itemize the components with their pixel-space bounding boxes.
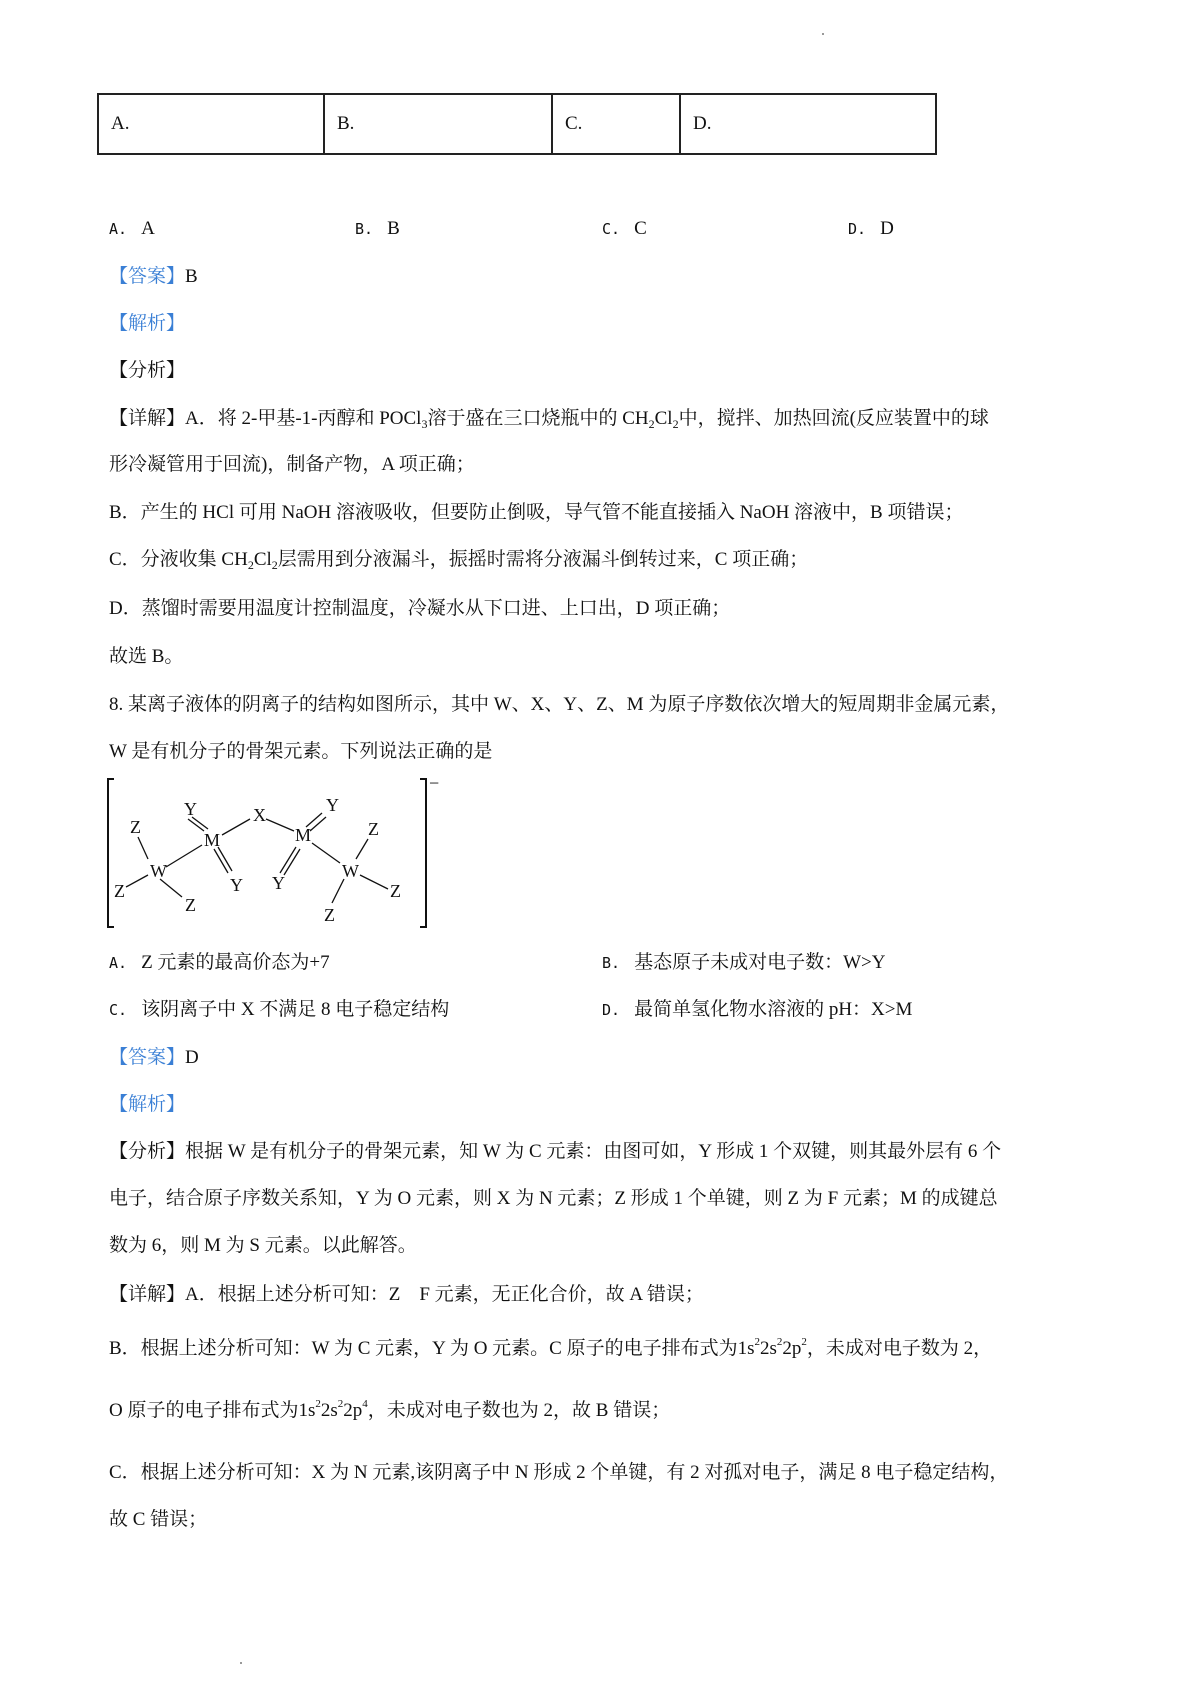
- q8-choice-d: D. 最简单氢化物水溶液的 pH：X>M: [602, 999, 913, 1020]
- atom-x: X: [253, 805, 266, 825]
- atom-y-m2-bottom: Y: [272, 873, 285, 893]
- q8-answer: 【答案】D: [109, 1047, 199, 1068]
- q7-choice-c: C. C: [602, 218, 647, 239]
- table-cell-a: A.: [98, 94, 324, 154]
- q7-choice-d: D. D: [848, 218, 894, 239]
- page-speck: [240, 1662, 242, 1664]
- atom-m-right: M: [295, 825, 312, 845]
- q7-choice-b: B. B: [355, 218, 400, 239]
- q7-choice-a: A. A: [109, 218, 155, 239]
- atom-z-left-top: Z: [130, 817, 141, 837]
- q7-analysis-heading: 【解析】: [109, 313, 186, 334]
- page-speck: [822, 33, 824, 35]
- atom-z-left-bottom: Z: [185, 895, 196, 915]
- table-cell-d: D.: [680, 94, 936, 154]
- q7-answer: 【答案】B: [109, 266, 198, 287]
- bonds: [126, 813, 388, 903]
- atom-w-left: W: [150, 861, 167, 881]
- q7-conclusion: 故选 B。: [109, 646, 184, 667]
- atom-m-left: M: [204, 830, 221, 850]
- right-bracket: [420, 779, 426, 927]
- atom-y-m1-top: Y: [184, 799, 197, 819]
- charge-sign: −: [429, 775, 440, 793]
- left-bracket: [108, 779, 114, 927]
- electron-config-o: $1s^22s^22p^4$: [298, 1398, 368, 1421]
- q8-stem-line1: 8. 某离子液体的阴离子的结构如图所示，其中 W、X、Y、Z、M 为原子序数依次增大的短周期非金属元素，: [109, 694, 1010, 715]
- q7-detail-b: B．产生的 HCl 可用 NaOH 溶液吸收，但要防止倒吸，导气管不能直接插入 NaOH 溶液中，B 项错误；: [109, 502, 964, 523]
- atom-z-right-top: Z: [368, 819, 379, 839]
- atom-y-m1-bottom: Y: [230, 875, 243, 895]
- q8-detail-c-line2: 故 C 错误；: [109, 1509, 208, 1530]
- table-cell-c: C.: [552, 94, 680, 154]
- atom-z-right-right: Z: [390, 881, 401, 901]
- atom-z-left-low: Z: [114, 881, 125, 901]
- q8-choice-a: A. Z 元素的最高价态为+7: [109, 952, 330, 973]
- q8-fenxi-line1: 【分析】根据 W 是有机分子的骨架元素，知 W 为 C 元素：由图可如，Y 形成 1 个双键，则其最外层有 6 个: [109, 1141, 1002, 1162]
- q8-detail-a: 【详解】A．根据上述分析可知：Z F 元素，无正化合价，故 A 错误；: [109, 1284, 704, 1305]
- anion-structure-diagram: [100, 775, 440, 935]
- q8-fenxi-line3: 数为 6，则 M 为 S 元素。以此解答。: [109, 1235, 417, 1256]
- electron-config-c: $1s^22s^22p^2$: [737, 1336, 807, 1359]
- q8-choice-b: B. 基态原子未成对电子数：W>Y: [602, 952, 886, 973]
- atom-z-right-bottom: Z: [324, 905, 335, 925]
- q8-detail-b-line1: B．根据上述分析可知：W 为 C 元素，Y 为 O 元素。C 原子的电子排布式为$1s^22s^22p^2$，未成对电子数为 2，: [109, 1336, 993, 1359]
- q8-stem-line2: W 是有机分子的骨架元素。下列说法正确的是: [109, 741, 493, 762]
- q7-detail-d: D．蒸馏时需要用温度计控制温度，冷凝水从下口进、上口出，D 项正确；: [109, 598, 731, 619]
- q8-detail-b-line2: O 原子的电子排布式为$1s^22s^22p^4$，未成对电子数也为 2，故 B 错误；: [109, 1398, 671, 1421]
- q7-detail-a-line2: 形冷凝管用于回流)，制备产物，A 项正确；: [109, 454, 475, 475]
- q7-fenxi-heading: 【分析】: [109, 360, 186, 381]
- q8-analysis-heading: 【解析】: [109, 1094, 186, 1115]
- q7-detail-a-line1: 【详解】A．将 2-甲基-1-丙醇和 POCl$_3$溶于盛在三口烧瓶中的 $CH_2Cl_2$中，搅拌、加热回流(反应装置中的球: [109, 408, 989, 431]
- q8-detail-c-line1: C．根据上述分析可知：X 为 N 元素,该阴离子中 N 形成 2 个单键，有 2 对孤对电子，满足 8 电子稳定结构，: [109, 1462, 1009, 1483]
- atom-y-m2-top: Y: [326, 795, 339, 815]
- q7-detail-c: C．分液收集 $CH_2Cl_2$层需用到分液漏斗，振摇时需将分液漏斗倒转过来，C 项正确；: [109, 549, 809, 572]
- atom-w-right: W: [342, 861, 359, 881]
- q8-fenxi-line2: 电子，结合原子序数关系知，Y 为 O 元素，则 X 为 N 元素；Z 形成 1 个单键，则 Z 为 F 元素；M 的成键总: [109, 1188, 998, 1209]
- options-table: [97, 93, 937, 155]
- q8-choice-c: C. 该阴离子中 X 不满足 8 电子稳定结构: [109, 999, 450, 1020]
- table-cell-b: B.: [324, 94, 552, 154]
